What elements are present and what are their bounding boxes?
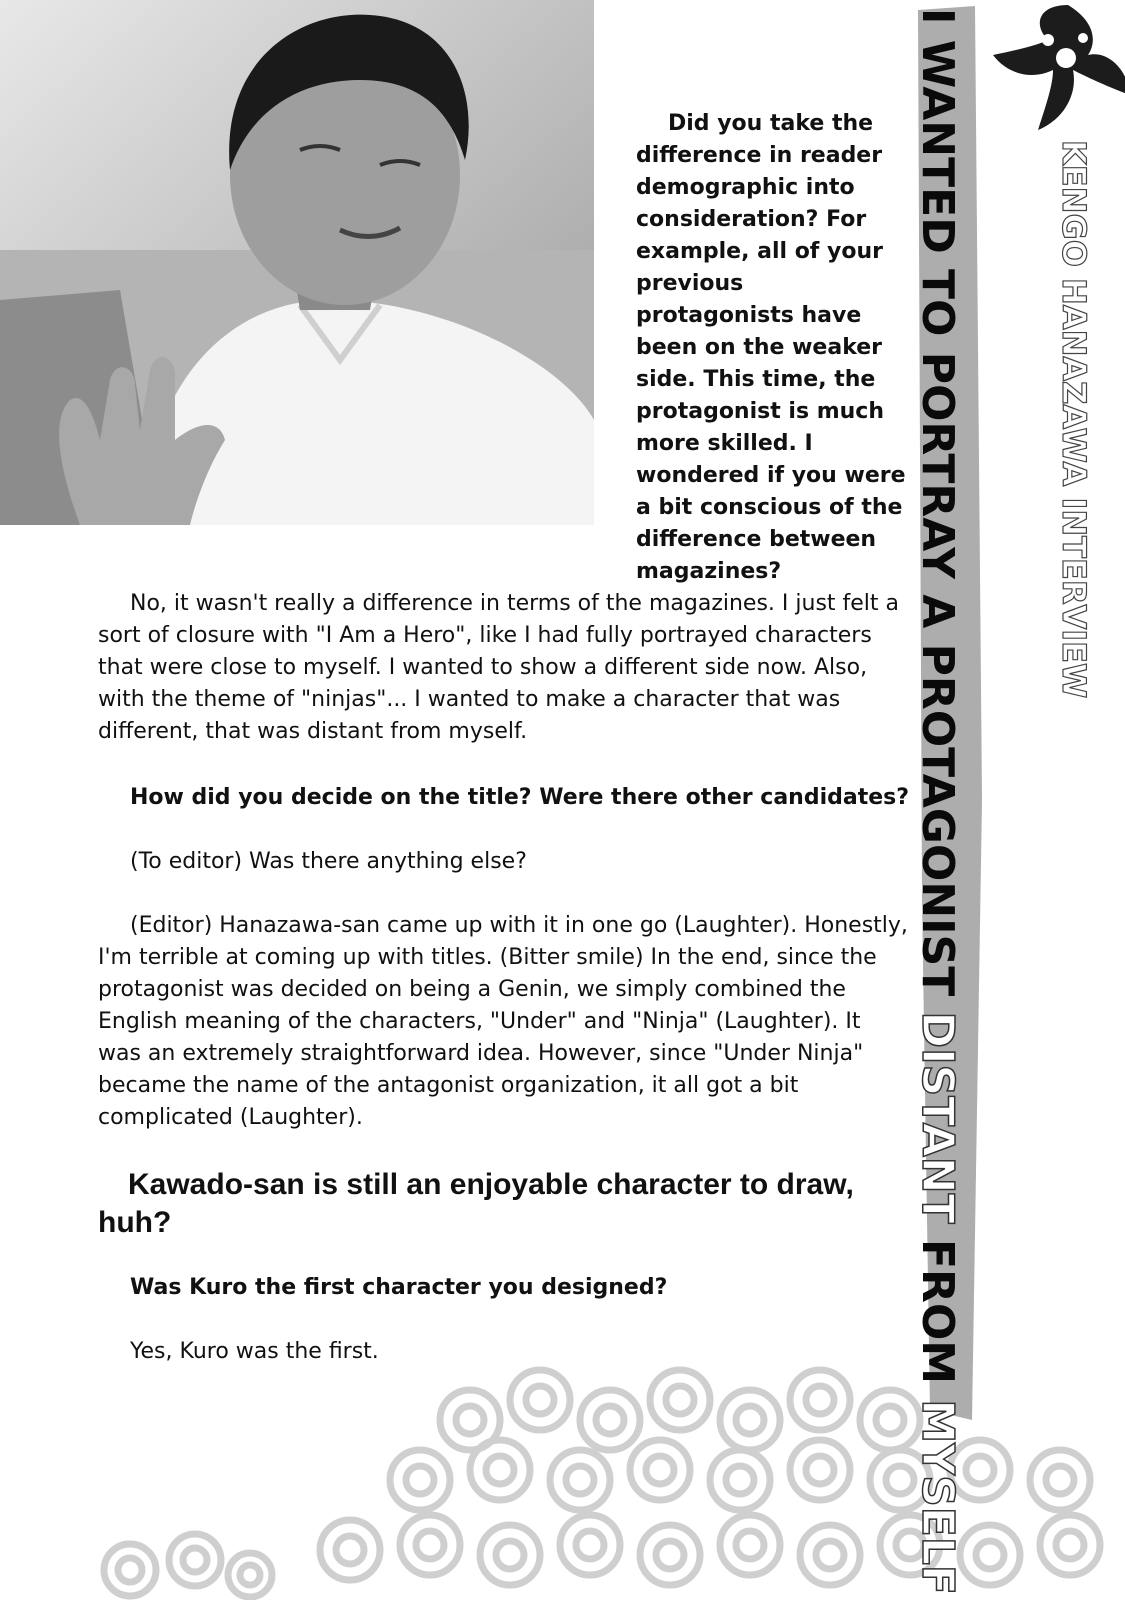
vertical-title-light-2: MYSELF	[912, 1399, 963, 1595]
intro-question: Did you take the difference in reader demographic into consideration? For example, all of your previous protagonists have been on the weaker side. This time, the protagonist is much more skilled. I wondered if you were a bit conscious of the difference between magazines?	[636, 111, 906, 584]
answer-paragraph-3: (Editor) Hanazawa-san came up with it in one go (Laughter). Honestly, I'm terrible at coming up with titles. (Bitter smile) In the end, since the protagonist was decided on being a Genin, we simply combined the English meaning of the characters, "Under" and "Ninja" (Laughter). It was an extremely straightforward idea. However, since "Under Ninja" became the name of the antagonist organization, it all got a bit complicated (Laughter).	[98, 913, 908, 1130]
section-heading: Kawado-san is still an enjoyable character to draw, huh?	[98, 1168, 854, 1239]
vertical-title-light-1: DISTANT	[912, 1011, 963, 1224]
side-label: KENGO HANAZAWA INTERVIEW	[1055, 140, 1093, 699]
question-title: How did you decide on the title? Were there other candidates?	[130, 785, 910, 810]
answer-paragraph-1: No, it wasn't really a difference in terms of the magazines. I just felt a sort of closure with "I Am a Hero", like I had fully portrayed characters that were close to myself. I wanted to show a different side now. Also, with the theme of "ninjas"... I wanted to make a character that was different, that was distant from myself.	[98, 591, 900, 744]
vertical-title	[912, 8, 963, 1595]
answer-paragraph-2: (To editor) Was there anything else?	[130, 849, 527, 874]
answer-paragraph-4: Yes, Kuro was the first.	[130, 1339, 379, 1364]
vertical-title-dark: I WANTED TO PORTRAY A PROTAGONIST	[912, 8, 963, 997]
question-kuro: Was Kuro the first character you designed?	[130, 1275, 668, 1300]
vertical-title-dark-2: FROM	[912, 1238, 963, 1385]
shuriken-icon	[993, 5, 1125, 130]
